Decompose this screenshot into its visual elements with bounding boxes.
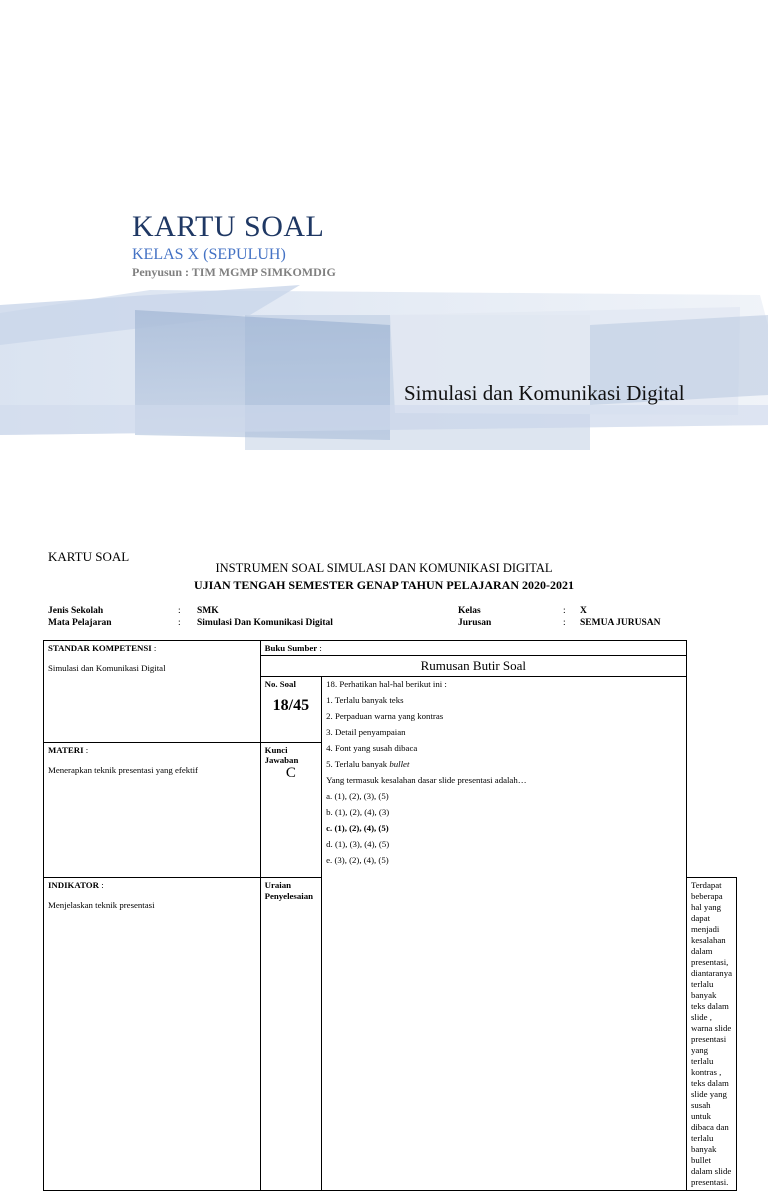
question-cell: [322, 677, 687, 1191]
kunci-jawaban-value: C: [285, 765, 296, 781]
kunci-jawaban-cell: [260, 743, 322, 878]
uraian-penyelesaian-label: Uraian Penyelesaian: [264, 880, 313, 901]
answer-option: b. (1), (2), (4), (3): [326, 807, 390, 817]
cover-title: KARTU SOAL: [132, 210, 325, 243]
answer-option-correct: c. (1), (2), (4), (5): [326, 823, 389, 833]
question-prompt: Yang termasuk kesalahan dasar slide presentasi adalah…: [326, 775, 527, 785]
uraian-penyelesaian-cell: [260, 878, 322, 1191]
indikator-label: INDIKATOR: [48, 880, 99, 890]
question-item: 3. Detail penyampaian: [326, 727, 406, 737]
no-soal-label: No. Soal: [264, 679, 296, 689]
question-intro: 18. Perhatikan hal-hal berikut ini :: [326, 679, 447, 689]
answer-option: a. (1), (2), (3), (5): [326, 791, 389, 801]
standar-kompetensi-cell: STANDAR KOMPETENSI : Simulasi dan Komunikasi Digital: [44, 641, 261, 743]
mata-pelajaran-value: Simulasi Dan Komunikasi Digital: [197, 618, 333, 628]
banner-subject-title: Simulasi dan Komunikasi Digital: [404, 381, 685, 405]
standar-kompetensi-value: Simulasi dan Komunikasi Digital: [48, 663, 166, 673]
kelas-label: Kelas: [458, 606, 481, 616]
question-item-italic: bullet: [389, 759, 410, 769]
exam-subtitle: UJIAN TENGAH SEMESTER GENAP TAHUN PELAJARAN 2020-2021: [193, 578, 575, 592]
question-item-5: [326, 759, 682, 770]
buku-sumber-cell: Buku Sumber :: [260, 641, 686, 656]
question-card-table: [43, 640, 737, 1191]
colon: :: [563, 618, 566, 628]
instrument-title: INSTRUMEN SOAL SIMULASI DAN KOMUNIKASI DIGITAL: [215, 561, 553, 575]
mata-pelajaran-label: Mata Pelajaran: [48, 618, 112, 628]
question-item: 4. Font yang susah dibaca: [326, 743, 418, 753]
question-item: 2. Perpaduan warna yang kontras: [326, 711, 444, 721]
materi-cell: MATERI : Menerapkan teknik presentasi yang efektif: [44, 743, 261, 878]
jurusan-label: Jurusan: [458, 618, 492, 628]
standar-kompetensi-label: STANDAR KOMPETENSI: [48, 643, 152, 653]
jurusan-value: SEMUA JURUSAN: [580, 618, 661, 628]
materi-value: Menerapkan teknik presentasi yang efektif: [48, 765, 198, 775]
no-soal-cell: [260, 677, 322, 743]
cover-subtitle: KELAS X (SEPULUH): [132, 246, 286, 263]
kunci-jawaban-label: Kunci Jawaban: [264, 745, 299, 765]
cover-banner-graphic: [0, 285, 768, 460]
colon: :: [178, 606, 181, 616]
question-item-text: 5. Terlalu banyak: [326, 759, 388, 769]
answer-option: d. (1), (3), (4), (5): [326, 839, 390, 849]
cover-author: Penyusun : TIM MGMP SIMKOMDIG: [132, 265, 336, 279]
buku-sumber-label: Buku Sumber: [264, 643, 318, 653]
colon: :: [178, 618, 181, 628]
jenis-sekolah-label: Jenis Sekolah: [48, 606, 104, 616]
indikator-value: Menjelaskan teknik presentasi: [48, 900, 155, 910]
rumusan-butir-soal-header: Rumusan Butir Soal: [260, 656, 686, 677]
materi-label: MATERI: [48, 745, 84, 755]
answer-option: e. (3), (2), (4), (5): [326, 855, 389, 865]
no-soal-value: 18/45: [272, 697, 310, 714]
jenis-sekolah-value: SMK: [197, 606, 219, 616]
colon: :: [563, 606, 566, 616]
kartu-soal-heading: KARTU SOAL: [48, 549, 130, 564]
uraian-penyelesaian-text-cell: [686, 878, 736, 1191]
uraian-penyelesaian-value: Terdapat beberapa hal yang dapat menjadi kesalahan dalam presentasi, diantaranya terlalu banyak teks dalam slide , warna slide presentasi yang terlalu kontras , teks dalam slide yang susah untuk dibaca dan terlalu banyak bullet dalam slide presentasi.: [690, 880, 732, 1187]
kelas-value: X: [580, 606, 587, 616]
question-item: 1. Terlalu banyak teks: [326, 695, 404, 705]
indikator-cell: INDIKATOR : Menjelaskan teknik presentasi: [44, 878, 261, 1191]
